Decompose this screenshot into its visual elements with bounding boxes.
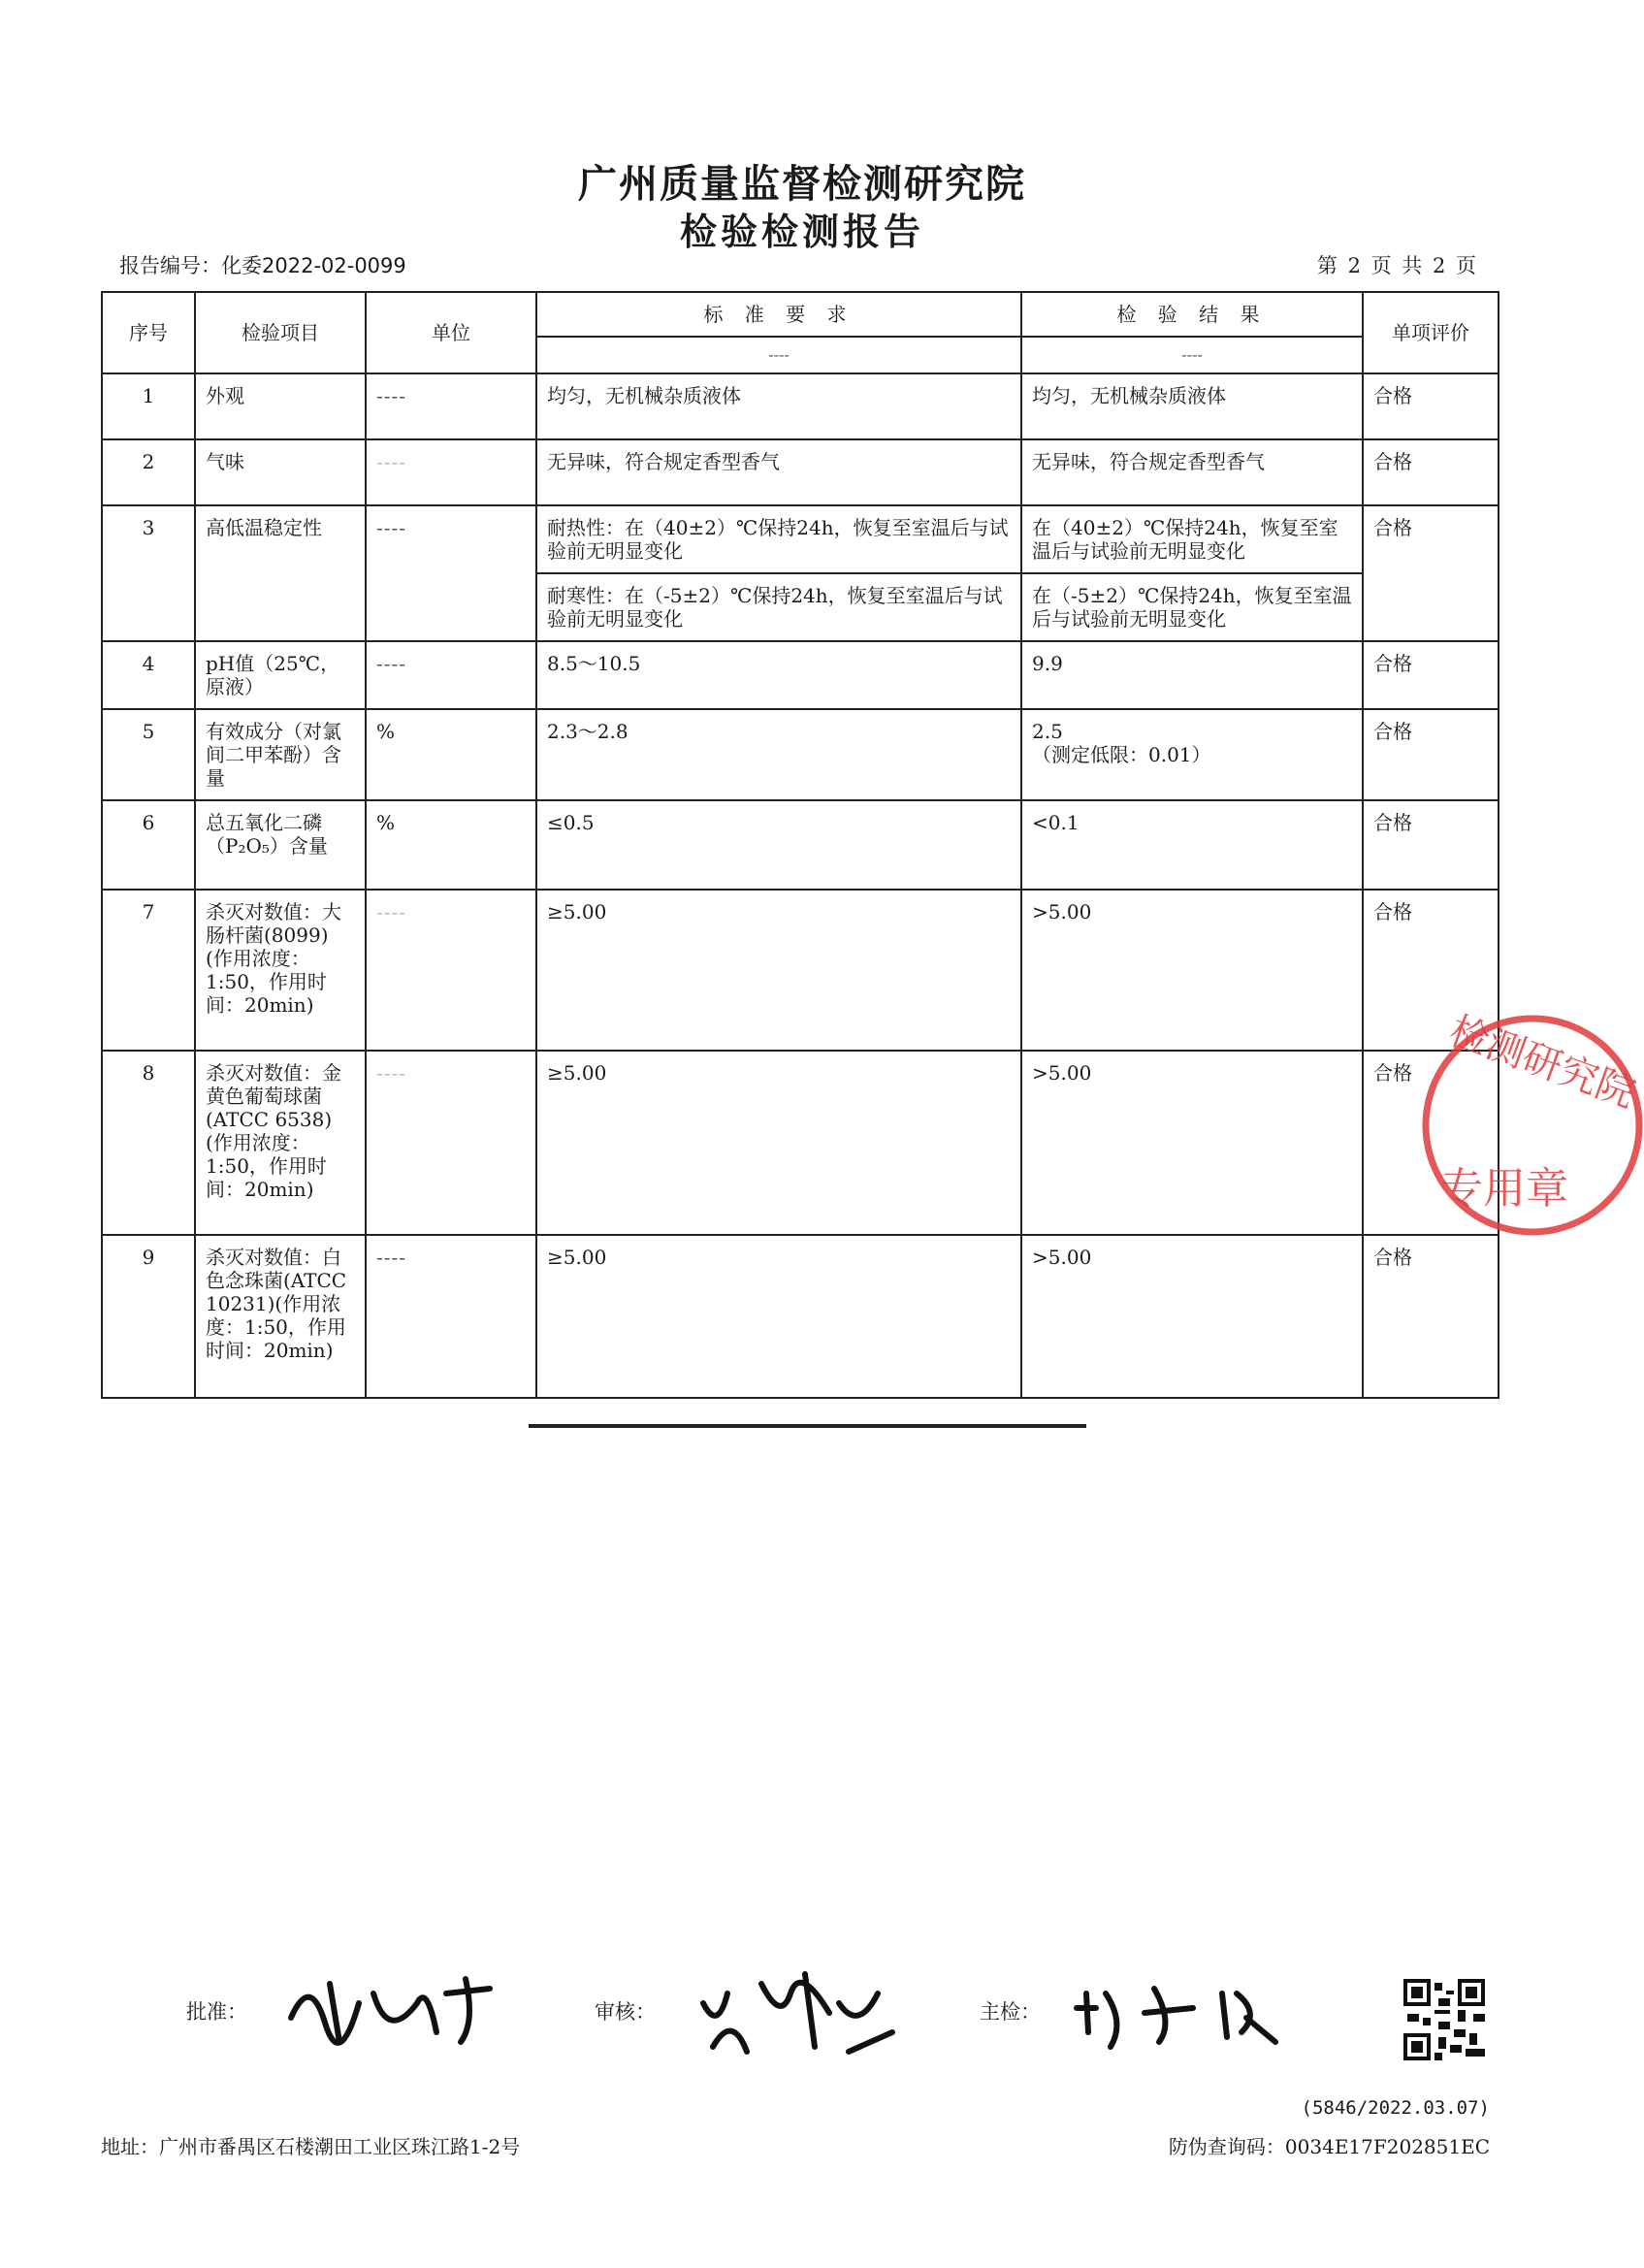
row-eval: 合格 xyxy=(1363,800,1499,890)
row-result: >5.00 xyxy=(1021,890,1363,1051)
row-standard: 均匀，无机械杂质液体 xyxy=(536,373,1021,439)
row-result: 均匀，无机械杂质液体 xyxy=(1021,373,1363,439)
row-standard: ≤0.5 xyxy=(536,800,1021,890)
row-result: >5.00 xyxy=(1021,1051,1363,1235)
row-standard: 无异味，符合规定香型香气 xyxy=(536,439,1021,505)
row-eval: 合格 xyxy=(1363,505,1499,641)
col-seq: 序号 xyxy=(102,292,195,373)
col-eval: 单项评价 xyxy=(1363,292,1499,373)
anti-counterfeit-code: 防伪查询码：0034E17F202851EC xyxy=(1168,2135,1490,2158)
row-item: 杀灭对数值：金黄色葡萄球菌(ATCC 6538)(作用浓度：1:50，作用时间：20min) xyxy=(195,1051,366,1235)
row-seq: 8 xyxy=(102,1051,195,1235)
row-item: 有效成分（对氯间二甲苯酚）含量 xyxy=(195,709,366,800)
row-unit: % xyxy=(366,709,536,800)
official-seal-stamp xyxy=(1421,970,1644,1280)
row-item: 杀灭对数值：白色念珠菌(ATCC 10231)(作用浓度：1:50，作用时间：20min) xyxy=(195,1235,366,1398)
row-result-2: 在（-5±2）℃保持24h，恢复至室温后与试验前无明显变化 xyxy=(1021,573,1363,641)
row-seq: 6 xyxy=(102,800,195,890)
inspector-signature xyxy=(1067,1964,1290,2052)
row-seq: 2 xyxy=(102,439,195,505)
svg-text:检测研究院: 检测研究院 xyxy=(1443,1008,1641,1118)
row-standard: ≥5.00 xyxy=(536,890,1021,1051)
table-row xyxy=(102,439,1499,505)
row-seq: 1 xyxy=(102,373,195,439)
result-value: 2.5 xyxy=(1032,720,1063,743)
row-unit: ---- xyxy=(366,439,536,505)
row-standard: ≥5.00 xyxy=(536,1051,1021,1235)
row-standard: 耐热性：在（40±2）℃保持24h，恢复至室温后与试验前无明显变化 xyxy=(536,505,1021,573)
address: 地址：广州市番禺区石楼潮田工业区珠江路1-2号 xyxy=(101,2135,521,2158)
row-standard: 2.3～2.8 xyxy=(536,709,1021,800)
row-seq: 9 xyxy=(102,1235,195,1398)
col-item: 检验项目 xyxy=(195,292,366,373)
table-row xyxy=(102,1235,1499,1398)
row-seq: 4 xyxy=(102,641,195,709)
page-indicator: 第 2 页 共 2 页 xyxy=(1316,254,1478,277)
results-table xyxy=(101,291,1499,1399)
table-row xyxy=(102,641,1499,709)
row-result xyxy=(1021,709,1363,800)
row-result: <0.1 xyxy=(1021,800,1363,890)
inspector-label: 主检： xyxy=(980,2000,1041,2024)
row-standard-2: 耐寒性：在（-5±2）℃保持24h，恢复至室温后与试验前无明显变化 xyxy=(536,573,1021,641)
qr-code xyxy=(1403,1979,1485,2060)
result-sub: ---- xyxy=(1021,337,1363,373)
row-result: >5.00 xyxy=(1021,1235,1363,1398)
row-unit: ---- xyxy=(366,641,536,709)
table-header-row xyxy=(102,292,1499,337)
reviewer-signature xyxy=(693,1964,907,2061)
approve-label: 批准： xyxy=(186,2000,247,2024)
row-item: 高低温稳定性 xyxy=(195,505,366,641)
row-eval: 合格 xyxy=(1363,1235,1499,1398)
row-eval: 合格 xyxy=(1363,1051,1499,1235)
row-eval: 合格 xyxy=(1363,890,1499,1051)
table-row xyxy=(102,800,1499,890)
table-row xyxy=(102,890,1499,1051)
row-item: 杀灭对数值：大肠杆菌(8099)(作用浓度：1:50，作用时间：20min) xyxy=(195,890,366,1051)
row-unit: ---- xyxy=(366,890,536,1051)
row-eval: 合格 xyxy=(1363,373,1499,439)
row-seq: 5 xyxy=(102,709,195,800)
row-unit: % xyxy=(366,800,536,890)
review-label: 审核： xyxy=(595,2000,656,2024)
row-standard: ≥5.00 xyxy=(536,1235,1021,1398)
row-unit: ---- xyxy=(366,1235,536,1398)
row-item: 总五氧化二磷（P₂O₅）含量 xyxy=(195,800,366,890)
row-result: 在（40±2）℃保持24h，恢复至室温后与试验前无明显变化 xyxy=(1021,505,1363,573)
approver-signature xyxy=(281,1964,504,2052)
row-seq: 3 xyxy=(102,505,195,641)
row-seq: 7 xyxy=(102,890,195,1051)
row-item: 气味 xyxy=(195,439,366,505)
col-unit: 单位 xyxy=(366,292,536,373)
doc-code: (5846/2022.03.07) xyxy=(1301,2097,1490,2119)
table-row xyxy=(102,505,1499,573)
row-result: 9.9 xyxy=(1021,641,1363,709)
row-unit: ---- xyxy=(366,1051,536,1235)
standard-sub: ---- xyxy=(536,337,1021,373)
row-result: 无异味，符合规定香型香气 xyxy=(1021,439,1363,505)
row-standard: 8.5～10.5 xyxy=(536,641,1021,709)
end-of-table-rule xyxy=(529,1424,1086,1428)
table-row xyxy=(102,1051,1499,1235)
org-name: 广州质量监督检测研究院 xyxy=(578,161,1026,207)
row-unit: ---- xyxy=(366,505,536,641)
col-standard: 标 准 要 求 xyxy=(536,292,1021,337)
result-note: （测定低限：0.01） xyxy=(1032,743,1211,766)
table-row xyxy=(102,373,1499,439)
col-result: 检 验 结 果 xyxy=(1021,292,1363,337)
row-unit: ---- xyxy=(366,373,536,439)
row-eval: 合格 xyxy=(1363,439,1499,505)
doc-title: 检验检测报告 xyxy=(679,210,924,253)
row-item: 外观 xyxy=(195,373,366,439)
row-eval: 合格 xyxy=(1363,709,1499,800)
table-row xyxy=(102,709,1499,800)
row-item: pH值（25℃，原液） xyxy=(195,641,366,709)
svg-text:专用章: 专用章 xyxy=(1440,1164,1568,1214)
report-number: 报告编号：化委2022-02-0099 xyxy=(119,254,406,277)
row-eval: 合格 xyxy=(1363,641,1499,709)
